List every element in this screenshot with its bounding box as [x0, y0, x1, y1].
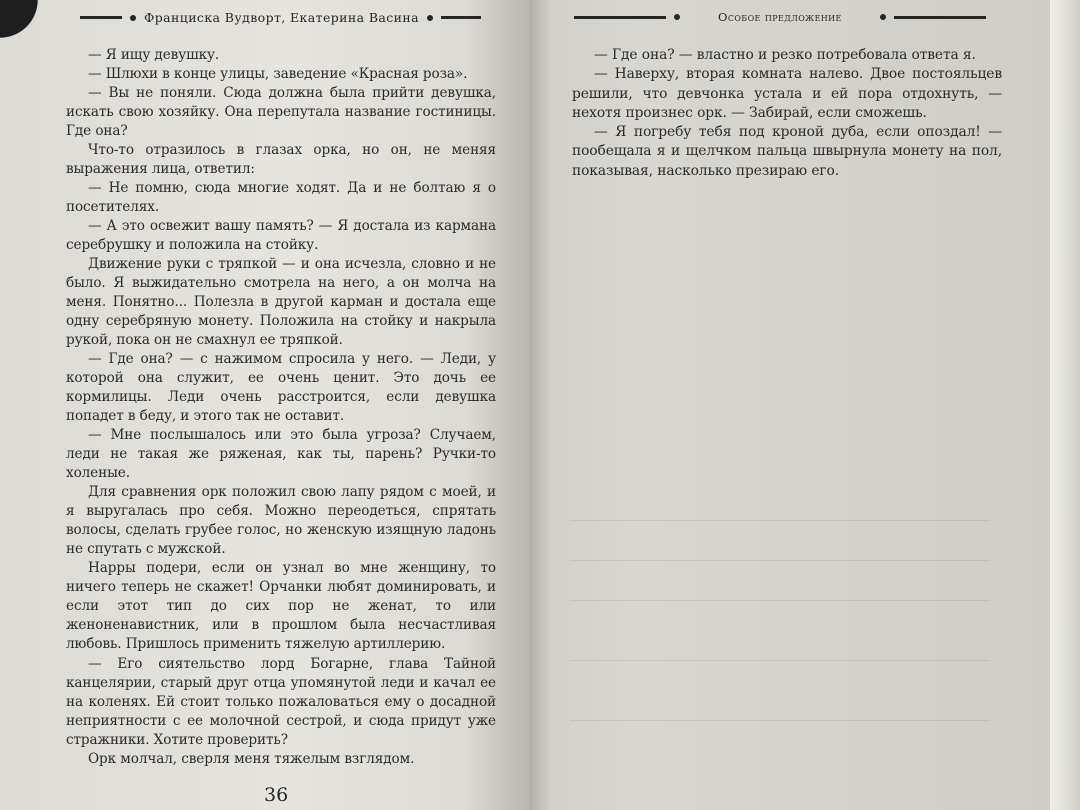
paragraph: — Где она? — властно и резко потребовала ответа я. — [594, 47, 976, 63]
right-running-head — [574, 10, 986, 24]
paragraph: — Где она? — с нажимом спросила у него. — Леди, у которой она служит, ее очень ценит. Это дочь ее кормилицы. Леди очень расстроится, если девушка попадет в беду, и этого так не оставит. — [66, 351, 496, 425]
paragraph: — Мне послышалось или это была угроза? Случаем, леди не такая же ряженая, как ты, парень? Ручки-то холеные. — [66, 427, 496, 482]
paragraph: — Вы не поняли. Сюда должна была прийти девушка, искать свою хозяйку. Она перепутала название гостиницы. Где она? — [66, 85, 496, 140]
page-edge — [1050, 0, 1080, 810]
left-running-head-text: Франциска Вудворт, Екатерина Васина — [144, 10, 419, 25]
paragraph: — Я погребу тебя под кроной дуба, если опоздал! — пообещала я и щелчком пальца швырнула монету на пол, показывая, насколько презираю его. — [572, 124, 1002, 179]
paragraph: Движение руки с тряпкой — и она исчезла, словно и не было. Я выжидательно смотрела на него, а он молча на меня. Понятно... Полезла в другой карман и достала еще одну серебряную монету. Положила на стойку и накрыла рукой, пока он не смахнул ее тряпкой. — [66, 256, 496, 349]
paragraph: — Я ищу девушку. — [88, 47, 220, 63]
paragraph: — Не помню, сюда многие ходят. Да и не болтаю я о посетителях. — [66, 180, 496, 216]
left-running-head — [80, 10, 481, 25]
paragraph: — Наверху, вторая комната налево. Двое постояльцев решили, что девчонка устала и ей пора отдохнуть, — нехотя произнес орк. — Забирай, если сможешь. — [572, 66, 1002, 121]
show-through-line — [570, 720, 990, 721]
right-page — [530, 0, 1050, 810]
left-head-rule — [80, 16, 122, 19]
paragraph: — А это освежит вашу память? — Я достала из кармана серебрушку и положила на стойку. — [66, 218, 496, 254]
dark-corner — [0, 0, 46, 42]
paragraph: — Шлюхи в конце улицы, заведение «Красная роза». — [88, 66, 468, 83]
paragraph: Для сравнения орк положил свою лапу рядом с моей, и я выругалась про себя. Можно переодеться, спрятать волосы, сделать грубее голос, но женскую изящную ладонь не спутать с мужской. — [66, 484, 496, 558]
page-number: 36 — [264, 784, 289, 806]
left-head-dot-right — [427, 15, 433, 21]
right-body-text — [572, 46, 1002, 181]
paragraph: Что-то отразилось в глазах орка, но он, не меняя выражения лица, ответил: — [66, 142, 496, 178]
right-running-head-text: Особое предложение — [718, 10, 842, 24]
show-through-line — [570, 660, 990, 661]
paragraph: Орк молчал, сверля меня тяжелым взглядом. — [88, 750, 415, 767]
show-through-line — [570, 600, 990, 601]
right-head-rule-right — [894, 16, 986, 19]
left-head-rule-right — [441, 16, 481, 19]
paragraph: — Его сиятельство лорд Богарне, глава Тайной канцелярии, старый друг отца упомянутой леди и качал ее на коленях. Ей стоит только пожаловаться ему о досадной неприятности с ее молочной сестрой, и сюда придут уже стражники. Хотите проверить? — [66, 655, 496, 748]
left-body-text — [66, 46, 496, 769]
left-head-dot-left — [130, 15, 136, 21]
right-head-dot-right — [880, 14, 886, 20]
show-through-line — [570, 520, 990, 521]
show-through-line — [570, 560, 990, 561]
left-page — [0, 0, 530, 810]
paragraph: Нарры подери, если он узнал во мне женщину, то ничего теперь не скажет! Орчанки любят доминировать, и если этот тип до сих пор не женат, то или женоненавистник, или в прошлом была несчастливая любовь. Пришлось применить тяжелую артиллерию. — [66, 560, 496, 653]
right-head-dot-left — [674, 14, 680, 20]
right-head-rule-left — [574, 16, 666, 19]
